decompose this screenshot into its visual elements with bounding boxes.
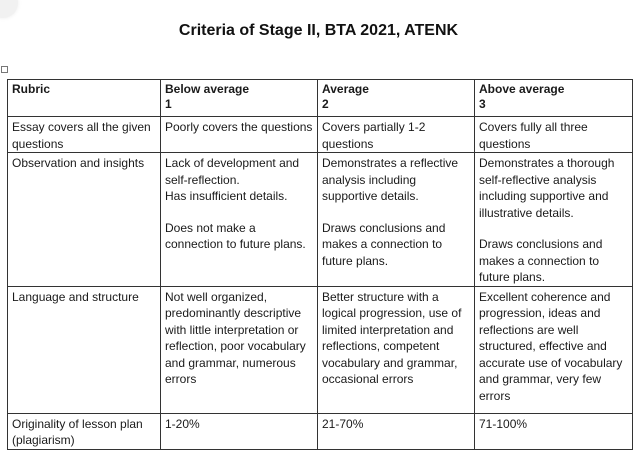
header-rubric-label: Rubric: [12, 82, 51, 96]
paragraph-gap: [322, 205, 470, 220]
below-cell: [161, 153, 318, 287]
page-title: Criteria of Stage II, BTA 2021, ATENK: [178, 22, 459, 39]
above-cell: Covers fully all three questions: [475, 117, 633, 153]
header-average: [318, 80, 475, 117]
header-rubric: [8, 80, 161, 117]
above-text-2: Draws conclusions and makes a connection to future plans.: [479, 237, 603, 284]
average-cell: Better structure with a logical progression, use of limited interpretation and reflections, competent vocabulary and grammar, occasional errors: [318, 286, 475, 413]
table-row-observation: [8, 153, 633, 287]
above-cell: [475, 153, 633, 287]
below-cell: Not well organized, predominantly descriptive with little interpretation or reflection, poor vocabulary and grammar, numerous errors: [161, 286, 318, 413]
average-cell: 21-70%: [318, 413, 475, 449]
average-text-1: Demonstrates a reflective analysis including supportive details.: [322, 156, 459, 203]
below-cell: Poorly covers the questions: [161, 117, 318, 153]
page-corner-shadow: [0, 0, 18, 18]
header-average-label: Average: [322, 82, 369, 96]
below-text-1: Lack of development and self-reflection.: [165, 156, 300, 187]
table-row-originality: [8, 413, 633, 449]
criteria-table: [7, 79, 633, 450]
table-move-handle[interactable]: [1, 66, 8, 73]
above-text-1: Demonstrates a thorough self-reflective analysis including supportive and illustrative details.: [479, 156, 615, 220]
table-row-language: [8, 286, 633, 413]
average-text-2: Draws conclusions and makes a connection to future plans.: [322, 220, 446, 268]
header-above-average: [475, 80, 633, 117]
header-below-label: Below average: [165, 82, 250, 96]
header-below-average: [161, 80, 318, 117]
header-below-score: 1: [165, 97, 172, 111]
header-row: [8, 80, 633, 117]
header-average-score: 2: [322, 97, 329, 111]
below-text-3: Does not make a connection to future plans.: [165, 220, 306, 251]
above-cell: Excellent coherence and progression, ideas and reflections are well structured, effective and accurate use of vocabulary and grammar, very few errors: [475, 286, 633, 413]
criterion-cell: Originality of lesson plan (plagiarism): [8, 413, 161, 449]
criterion-cell: Essay covers all the given questions: [8, 117, 161, 153]
below-cell: 1-20%: [161, 413, 318, 449]
criterion-cell: Observation and insights: [8, 153, 161, 287]
header-above-score: 3: [479, 97, 486, 111]
table-row-essay: [8, 117, 633, 153]
criterion-cell: Language and structure: [8, 286, 161, 413]
average-cell: [318, 153, 475, 287]
average-cell: Covers partially 1-2 questions: [318, 117, 475, 153]
paragraph-gap: [479, 221, 628, 236]
below-text-2: Has insufficient details.: [165, 189, 288, 203]
header-above-label: Above average: [479, 82, 565, 96]
paragraph-gap: [165, 205, 313, 220]
above-cell: 71-100%: [475, 413, 633, 449]
